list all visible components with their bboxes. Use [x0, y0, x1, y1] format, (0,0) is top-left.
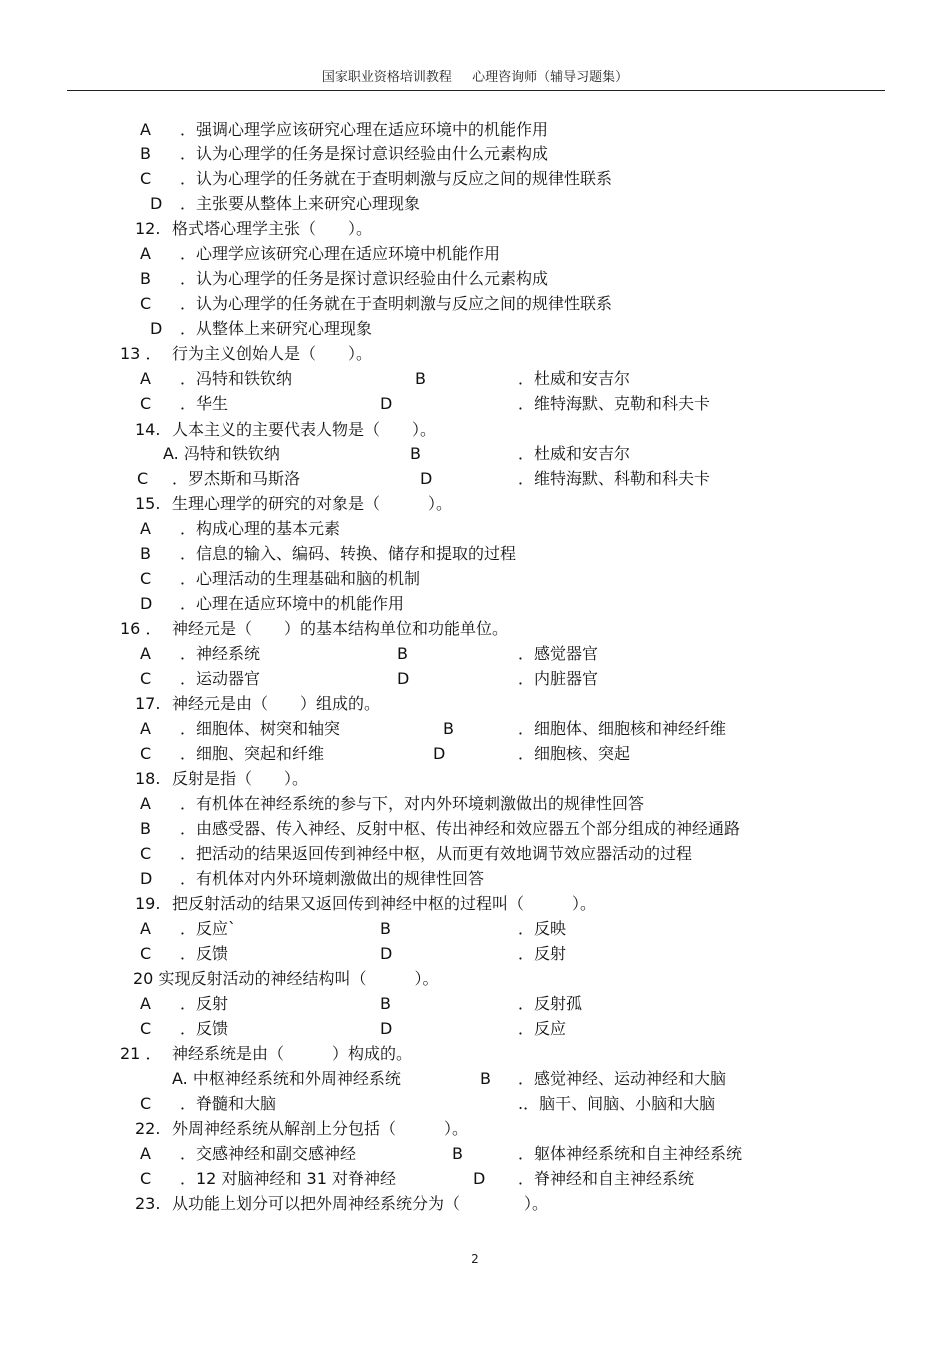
line-segment: A — [140, 1144, 151, 1163]
line-segment: ．有机体对内外环境刺激做出的规律性回答 — [180, 869, 485, 888]
line-segment: ．躯体神经系统和自主神经系统 — [518, 1144, 743, 1163]
line-segment: A — [140, 719, 151, 738]
line-segment: D — [380, 1019, 393, 1038]
line-segment: B — [140, 144, 151, 163]
line-segment: A — [140, 794, 151, 813]
line-segment: C — [137, 469, 149, 488]
line-segment: ．维特海默、科勒和科夫卡 — [518, 469, 711, 488]
page-header — [0, 66, 950, 85]
line-segment: ．心理活动的生理基础和脑的机制 — [180, 569, 421, 588]
line-segment: B — [480, 1069, 491, 1088]
line-segment: C — [140, 294, 152, 313]
line-segment: ．认为心理学的任务就在于查明刺激与反应之间的规律性联系 — [180, 169, 613, 188]
line-segment: ．主张要从整体上来研究心理现象 — [180, 194, 421, 213]
line-segment: 13 ． — [120, 344, 162, 363]
line-segment: 神经元是（ ）的基本结构单位和功能单位。 — [172, 619, 509, 638]
line-segment: 20 实现反射活动的神经结构叫（ ）。 — [133, 969, 439, 988]
line-segment: ．冯特和铁钦纳 — [180, 369, 293, 388]
line-segment: ．把活动的结果返回传到神经中枢，从而更有效地调节效应器活动的过程 — [180, 844, 693, 863]
line-segment: 格式塔心理学主张（ ）。 — [172, 219, 373, 238]
line-segment: C — [140, 944, 152, 963]
header-book-subtitle: 心理咨询师（辅导习题集） — [472, 70, 629, 85]
page-number: 2 — [471, 1252, 479, 1266]
line-segment: ．反馈 — [180, 944, 229, 963]
line-segment: 生理心理学的研究的对象是（ ）。 — [172, 494, 453, 513]
line-segment: 行为主义创始人是（ ）。 — [172, 344, 373, 363]
line-segment: ．认为心理学的任务是探讨意识经验由什么元素构成 — [180, 269, 549, 288]
line-segment: 14. — [135, 420, 161, 439]
line-segment: D — [140, 594, 153, 613]
line-segment: D — [397, 669, 410, 688]
line-segment: B — [397, 644, 408, 663]
line-segment: C — [140, 1169, 152, 1188]
line-segment: D — [380, 394, 393, 413]
line-segment: 23. — [135, 1194, 161, 1213]
line-segment: C — [140, 669, 152, 688]
line-segment: C — [140, 844, 152, 863]
line-segment: ．杜威和安吉尔 — [518, 369, 631, 388]
line-segment: ．细胞核、突起 — [518, 744, 631, 763]
line-segment: C — [140, 1094, 152, 1113]
line-segment: C — [140, 169, 152, 188]
line-segment: ．反应` — [180, 919, 237, 938]
line-segment: 反射是指（ ）。 — [172, 769, 309, 788]
line-segment: ．心理在适应环境中的机能作用 — [180, 594, 405, 613]
line-segment: ．强调心理学应该研究心理在适应环境中的机能作用 — [180, 120, 549, 139]
line-segment: ．细胞体、细胞核和神经纤维 — [518, 719, 727, 738]
line-segment: 18. — [135, 769, 161, 788]
line-segment: B — [415, 369, 426, 388]
line-segment: 16 ． — [120, 619, 162, 638]
line-segment: 神经系统是由（ ）构成的。 — [172, 1044, 413, 1063]
line-segment: A — [140, 919, 151, 938]
line-segment: ．构成心理的基本元素 — [180, 519, 341, 538]
line-segment: C — [140, 394, 152, 413]
line-segment: ．内脏器官 — [518, 669, 599, 688]
line-segment: D — [380, 944, 393, 963]
line-segment: ．细胞、突起和纤维 — [180, 744, 325, 763]
line-segment: ．脊髓和大脑 — [180, 1094, 277, 1113]
line-segment: .．脑干、间脑、小脑和大脑 — [518, 1094, 716, 1113]
line-segment: B — [452, 1144, 463, 1163]
line-segment: D — [150, 194, 163, 213]
line-segment: B — [380, 919, 391, 938]
header-rule — [67, 90, 885, 91]
line-segment: ．交感神经和副交感神经 — [180, 1144, 357, 1163]
line-segment: ．反应 — [518, 1019, 567, 1038]
line-segment: B — [140, 269, 151, 288]
line-segment: 把反射活动的结果又返回传到神经中枢的过程叫（ ）。 — [172, 894, 597, 913]
line-segment: A — [140, 369, 151, 388]
line-segment: C — [140, 1019, 152, 1038]
line-segment: ．反射 — [180, 994, 229, 1013]
line-segment: ．细胞体、树突和轴突 — [180, 719, 341, 738]
line-segment: 神经元是由（ ）组成的。 — [172, 694, 381, 713]
line-segment: A. 中枢神经系统和外周神经系统 — [172, 1069, 401, 1088]
line-segment: A — [140, 244, 151, 263]
line-segment: ．神经系统 — [180, 644, 261, 663]
line-segment: 12. — [135, 219, 161, 238]
line-segment: C — [140, 569, 152, 588]
line-segment: D — [150, 319, 163, 338]
line-segment: B — [140, 544, 151, 563]
line-segment: D — [473, 1169, 486, 1188]
line-segment: 外周神经系统从解剖上分包括（ ）。 — [172, 1119, 469, 1138]
line-segment: 从功能上划分可以把外周神经系统分为（ ）。 — [172, 1194, 549, 1213]
line-segment: ．维特海默、克勒和科夫卡 — [518, 394, 711, 413]
line-segment: ．认为心理学的任务是探讨意识经验由什么元素构成 — [180, 144, 549, 163]
line-segment: A — [140, 994, 151, 1013]
line-segment: ．12 对脑神经和 31 对脊神经 — [180, 1169, 396, 1188]
line-segment: 17. — [135, 694, 161, 713]
line-segment: ．心理学应该研究心理在适应环境中机能作用 — [180, 244, 501, 263]
line-segment: D — [140, 869, 153, 888]
line-segment: ．华生 — [180, 394, 229, 413]
line-segment: ．信息的输入、编码、转换、储存和提取的过程 — [180, 544, 517, 563]
line-segment: ．反馈 — [180, 1019, 229, 1038]
line-segment: 22. — [135, 1119, 161, 1138]
line-segment: ．感觉器官 — [518, 644, 599, 663]
line-segment: ．感觉神经、运动神经和大脑 — [518, 1069, 727, 1088]
line-segment: C — [140, 744, 152, 763]
line-segment: A — [140, 120, 151, 139]
line-segment: A — [140, 644, 151, 663]
line-segment: B — [140, 819, 151, 838]
line-segment: ．认为心理学的任务就在于查明刺激与反应之间的规律性联系 — [180, 294, 613, 313]
line-segment: ．从整体上来研究心理现象 — [180, 319, 373, 338]
line-segment: ．反映 — [518, 919, 567, 938]
line-segment: B — [443, 719, 454, 738]
line-segment: 19. — [135, 894, 161, 913]
header-book-title: 国家职业资格培训教程 — [321, 70, 452, 85]
line-segment: ．由感受器、传入神经、反射中枢、传出神经和效应器五个部分组成的神经通路 — [180, 819, 741, 838]
line-segment: 人本主义的主要代表人物是（ ）。 — [172, 420, 437, 439]
line-segment: ．罗杰斯和马斯洛 — [172, 469, 301, 488]
line-segment: D — [433, 744, 446, 763]
line-segment: D — [420, 469, 433, 488]
line-segment: ．脊神经和自主神经系统 — [518, 1169, 695, 1188]
line-segment: A. 冯特和铁钦纳 — [163, 444, 280, 463]
line-segment: B — [410, 444, 421, 463]
line-segment: 15. — [135, 494, 161, 513]
line-segment: ．反射 — [518, 944, 567, 963]
line-segment: ．反射孤 — [518, 994, 583, 1013]
line-segment: B — [380, 994, 391, 1013]
line-segment: ．有机体在神经系统的参与下，对内外环境刺激做出的规律性回答 — [180, 794, 645, 813]
line-segment: ．杜威和安吉尔 — [518, 444, 631, 463]
line-segment: 21 ． — [120, 1044, 162, 1063]
line-segment: A — [140, 519, 151, 538]
line-segment: ．运动器官 — [180, 669, 261, 688]
